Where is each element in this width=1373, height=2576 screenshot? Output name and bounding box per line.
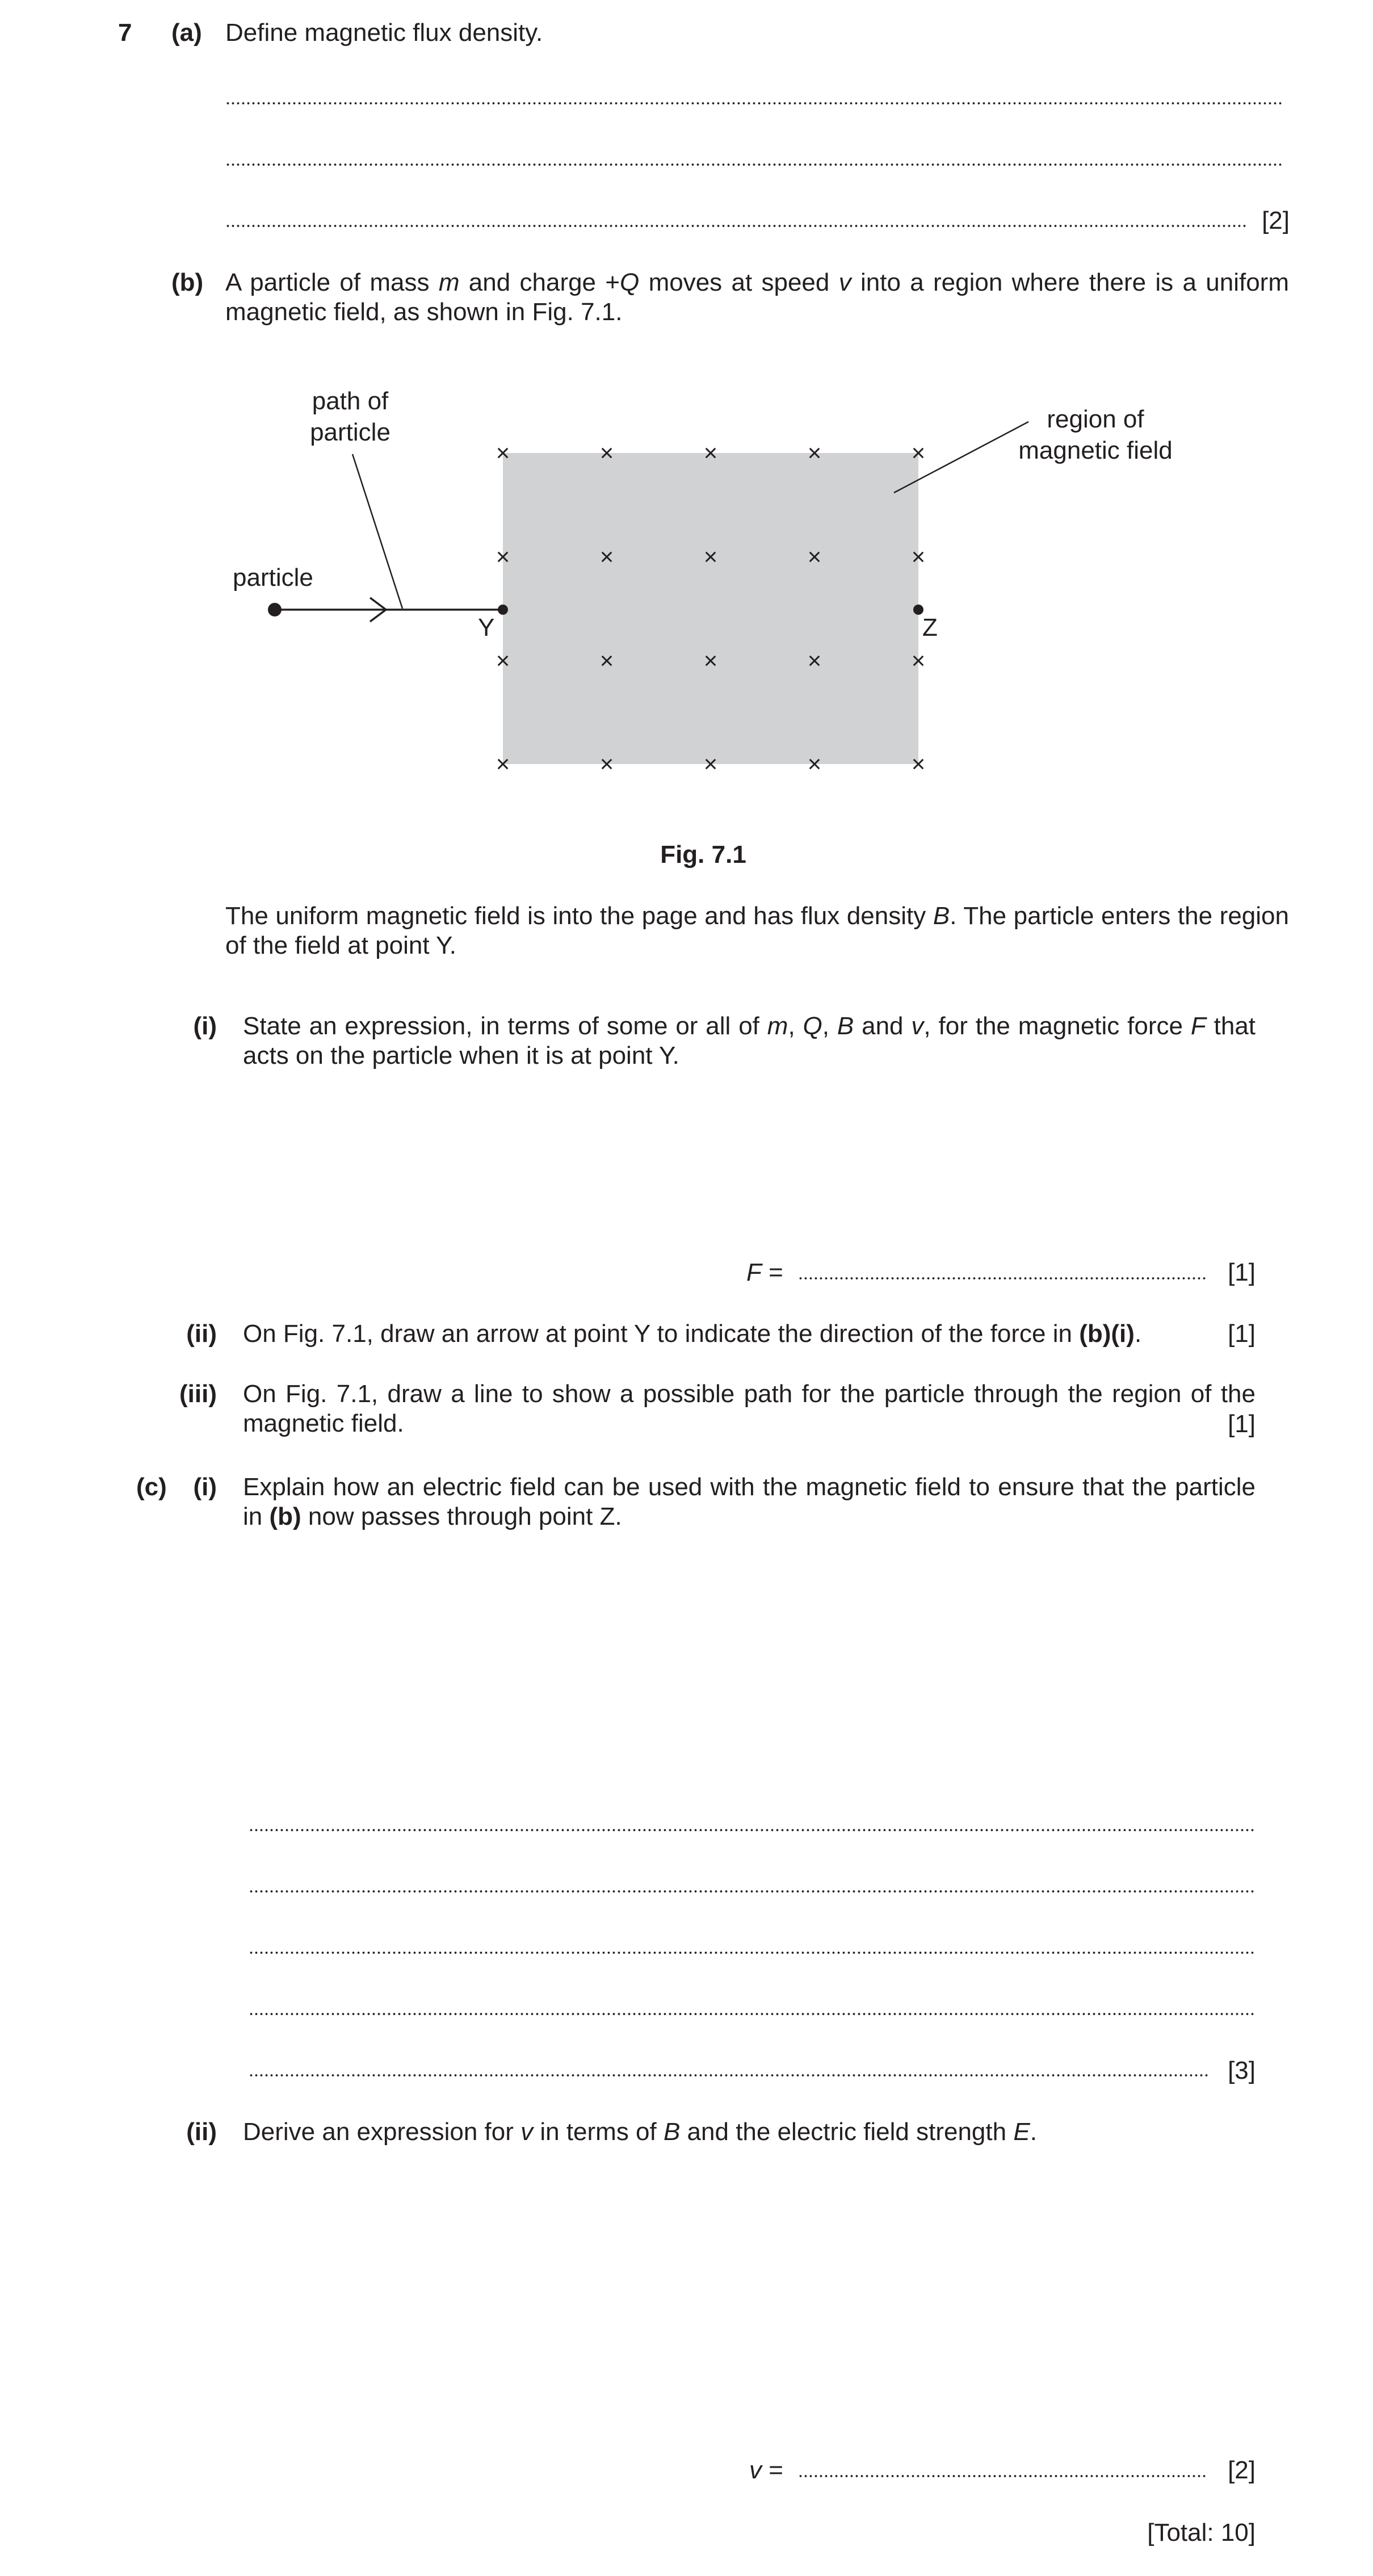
label-region: magnetic field [1018, 437, 1173, 464]
field-marker-icon: × [703, 439, 718, 466]
field-marker-icon: × [703, 543, 718, 570]
particle-dot [268, 603, 282, 616]
label-particle: particle [233, 564, 313, 591]
answer-line[interactable] [249, 1829, 1256, 1831]
part-c-i-question: Explain how an electric field can be used with the magnetic field to ensure that the particle in (b) now passes through point Z. [243, 1473, 1256, 1530]
field-marker-icon: × [807, 647, 822, 674]
field-marker-icon: × [496, 439, 510, 466]
part-b-label: (b) [171, 268, 204, 296]
point-y-dot [498, 605, 508, 615]
part-b-ii-label: (ii) [186, 1320, 217, 1348]
field-marker-icon: × [496, 543, 510, 570]
part-b-iii-label: (iii) [179, 1380, 217, 1408]
field-marker-icon: × [599, 439, 614, 466]
marks-b-iii: [1] [1228, 1410, 1256, 1438]
part-c-label: (c) [136, 1473, 167, 1501]
field-marker-icon: × [599, 647, 614, 674]
answer-line[interactable] [249, 1952, 1256, 1954]
answer-label-f: F = [746, 1258, 783, 1286]
field-marker-icon: × [807, 543, 822, 570]
answer-line[interactable] [249, 2074, 1208, 2076]
field-marker-icon: × [599, 750, 614, 777]
part-c-ii-question: Derive an expression for v in terms of B and the electric field strength E. [243, 2118, 1037, 2146]
answer-line[interactable] [249, 2013, 1256, 2015]
part-c-i-label: (i) [193, 1473, 217, 1501]
question-number: 7 [118, 19, 132, 47]
answer-line[interactable] [249, 1890, 1256, 1893]
answer-label-v: v = [749, 2456, 783, 2484]
marks-a: [2] [1262, 207, 1290, 234]
field-description: The uniform magnetic field is into the page and has flux density B. The particle enters the region of the field at point Y. [225, 902, 1289, 959]
path-label-leader [352, 454, 402, 609]
field-marker-icon: × [496, 647, 510, 674]
field-marker-icon: × [807, 750, 822, 777]
part-c-ii-label: (ii) [186, 2118, 217, 2146]
part-a-label: (a) [171, 19, 202, 47]
label-path: path of [312, 387, 389, 415]
field-marker-icon: × [807, 439, 822, 466]
part-b-iii-question: On Fig. 7.1, draw a line to show a possible path for the particle through the region of the magnetic field. [243, 1380, 1256, 1437]
field-marker-icon: × [911, 647, 926, 674]
answer-line-v[interactable] [798, 2475, 1208, 2477]
marks-c-i: [3] [1228, 2057, 1256, 2084]
total-marks: [Total: 10] [1147, 2519, 1256, 2546]
marks-c-ii: [2] [1228, 2456, 1256, 2484]
part-b-i-question: State an expression, in terms of some or all of m, Q, B and v, for the magnetic force F that acts on the particle when it is at point Y. [243, 1012, 1256, 1069]
label-region: region of [1047, 405, 1144, 433]
field-marker-icon: × [703, 750, 718, 777]
figure-7-1[interactable] [0, 0, 1373, 823]
field-marker-icon: × [599, 543, 614, 570]
part-b-intro: A particle of mass m and charge +Q moves at speed v into a region where there is a uniform magnetic field, as shown in Fig. 7.1. [225, 268, 1289, 326]
field-marker-icon: × [911, 439, 926, 466]
label-point-y: Y [478, 614, 495, 641]
figure-caption: Fig. 7.1 [660, 841, 746, 869]
marks-b-i: [1] [1228, 1258, 1256, 1286]
part-a-question: Define magnetic flux density. [225, 19, 543, 47]
field-marker-icon: × [496, 750, 510, 777]
marks-b-ii: [1] [1228, 1320, 1256, 1348]
magnetic-field-region[interactable] [503, 453, 918, 764]
part-b-i-label: (i) [193, 1012, 217, 1040]
answer-line-f[interactable] [798, 1277, 1208, 1279]
field-marker-icon: × [911, 750, 926, 777]
part-b-ii-question: On Fig. 7.1, draw an arrow at point Y to indicate the direction of the force in (b)(i). [243, 1320, 1142, 1348]
field-marker-icon: × [703, 647, 718, 674]
label-path: particle [310, 418, 391, 446]
field-marker-icon: × [911, 543, 926, 570]
label-point-z: Z [922, 614, 938, 641]
